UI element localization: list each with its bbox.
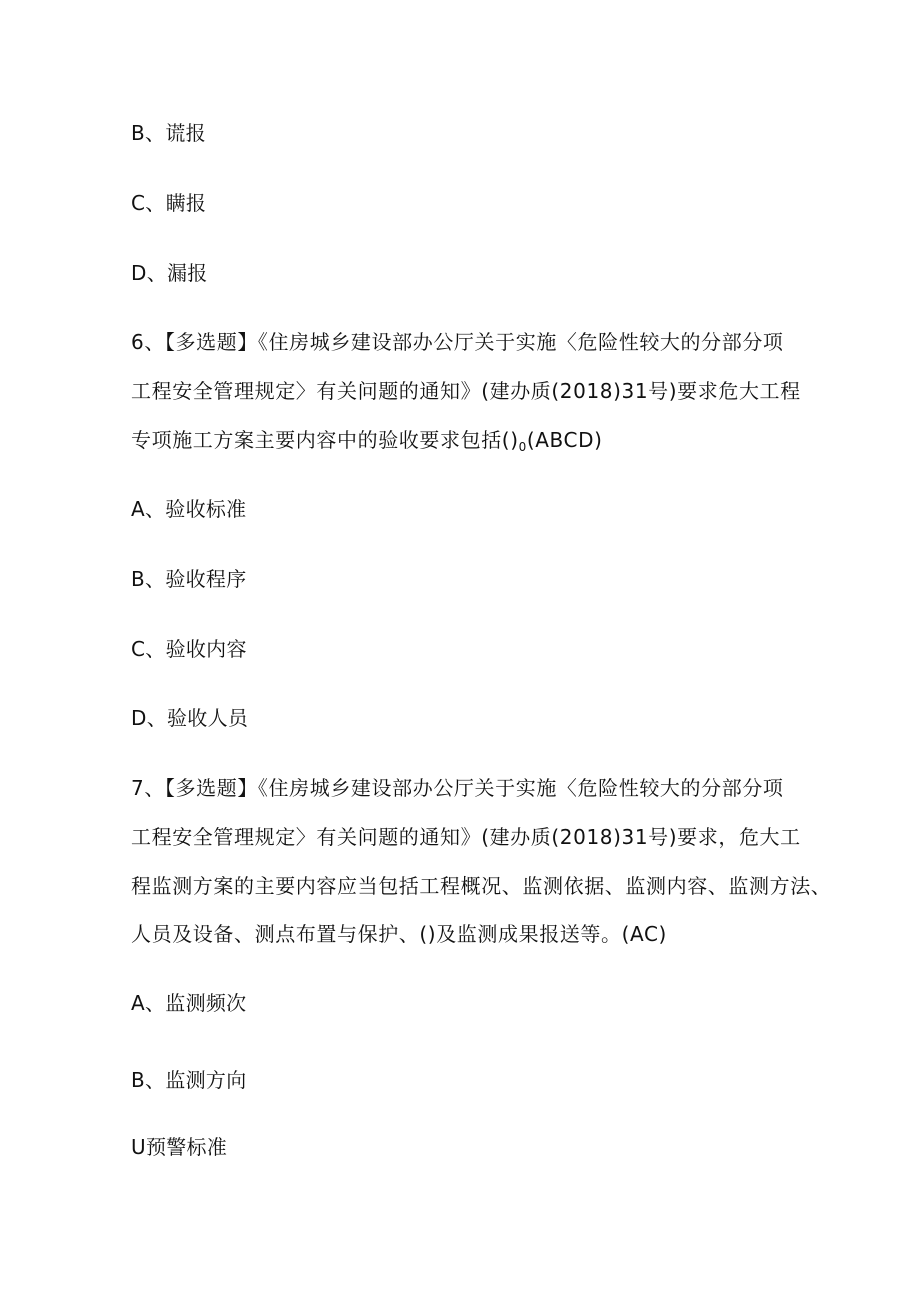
option-b: B、谎报: [131, 121, 206, 145]
question-7-line-1: 7、【多选题】《住房城乡建设部办公厅关于实施〈危险性较大的分部分项: [131, 776, 784, 800]
question-7-option-c: U预警标准: [131, 1135, 228, 1159]
question-6-line-1: 6、【多选题】《住房城乡建设部办公厅关于实施〈危险性较大的分部分项: [131, 330, 784, 354]
question-7-line-2: 工程安全管理规定〉有关问题的通知》(建办质(2018)31号)要求，危大工: [131, 825, 801, 849]
question-6-answer: (ABCD): [526, 428, 603, 452]
option-c: C、瞒报: [131, 191, 207, 215]
question-6-line-3: [131, 428, 602, 459]
question-6-option-c: C、验收内容: [131, 637, 247, 661]
option-d: D、漏报: [131, 261, 208, 285]
question-6-subscript: 0: [518, 440, 527, 454]
question-6-option-d: D、验收人员: [131, 706, 249, 730]
question-6-option-a: A、验收标准: [131, 497, 247, 521]
question-6-line-3-text: 专项施工方案主要内容中的验收要求包括(): [131, 428, 519, 452]
question-7-line-3: 程监测方案的主要内容应当包括工程概况、监测依据、监测内容、监测方法、: [131, 874, 832, 898]
question-7-option-a: A、监测频次: [131, 991, 247, 1015]
question-6-option-b: B、验收程序: [131, 567, 247, 591]
question-6-line-2: 工程安全管理规定〉有关问题的通知》(建办质(2018)31号)要求危大工程: [131, 379, 801, 403]
question-7-line-4: 人员及设备、测点布置与保护、()及监测成果报送等。(AC): [131, 922, 667, 946]
question-7-option-b: B、监测方向: [131, 1068, 247, 1092]
